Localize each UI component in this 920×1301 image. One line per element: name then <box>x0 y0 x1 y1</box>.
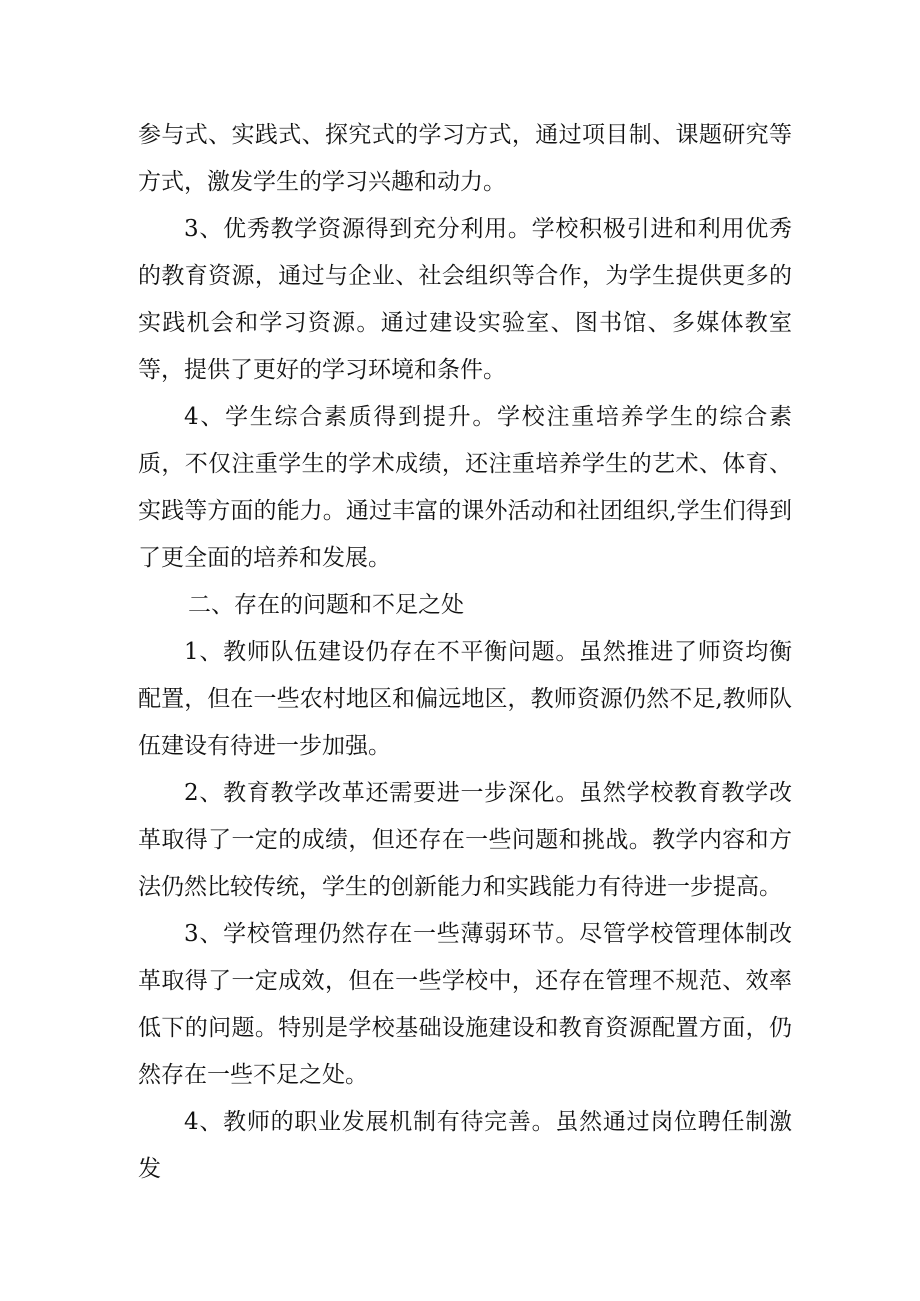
paragraph-teacher-development: 4、教师的职业发展机制有待完善。虽然通过岗位聘任制激发 <box>138 1109 792 1182</box>
paragraph-teaching-resources: 3、优秀教学资源得到充分利用。学校积极引进和利用优秀的教育资源，通过与企业、社会组织等合作，为学生提供更多的实践机会和学习资源。通过建设实验室、图书馆、多媒体教室等，提供了更好的学习环境和条件。 <box>138 216 792 383</box>
section-heading-problems: 二、存在的问题和不足之处 <box>188 592 464 618</box>
paragraph-teacher-imbalance: 1、教师队伍建设仍存在不平衡问题。虽然推进了师资均衡配置，但在一些农村地区和偏远地区，教师资源仍然不足,教师队伍建设有待进一步加强。 <box>138 639 792 759</box>
paragraph-student-quality: 4、学生综合素质得到提升。学校注重培养学生的综合素质，不仅注重学生的学术成绩，还注重培养学生的艺术、体育、实践等方面的能力。通过丰富的课外活动和社团组织,学生们得到了更全面的培养和发展。 <box>138 404 792 571</box>
paragraph-learning-methods: 参与式、实践式、探究式的学习方式，通过项目制、课题研究等方式，激发学生的学习兴趣和动力。 <box>138 122 792 195</box>
paragraph-teaching-reform: 2、教育教学改革还需要进一步深化。虽然学校教育教学改革取得了一定的成绩，但还存在一些问题和挑战。教学内容和方法仍然比较传统，学生的创新能力和实践能力有待进一步提高。 <box>138 780 792 900</box>
paragraph-school-management: 3、学校管理仍然存在一些薄弱环节。尽管学校管理体制改革取得了一定成效，但在一些学校中，还存在管理不规范、效率低下的问题。特别是学校基础设施建设和教育资源配置方面，仍然存在一些不足之处。 <box>138 921 792 1088</box>
